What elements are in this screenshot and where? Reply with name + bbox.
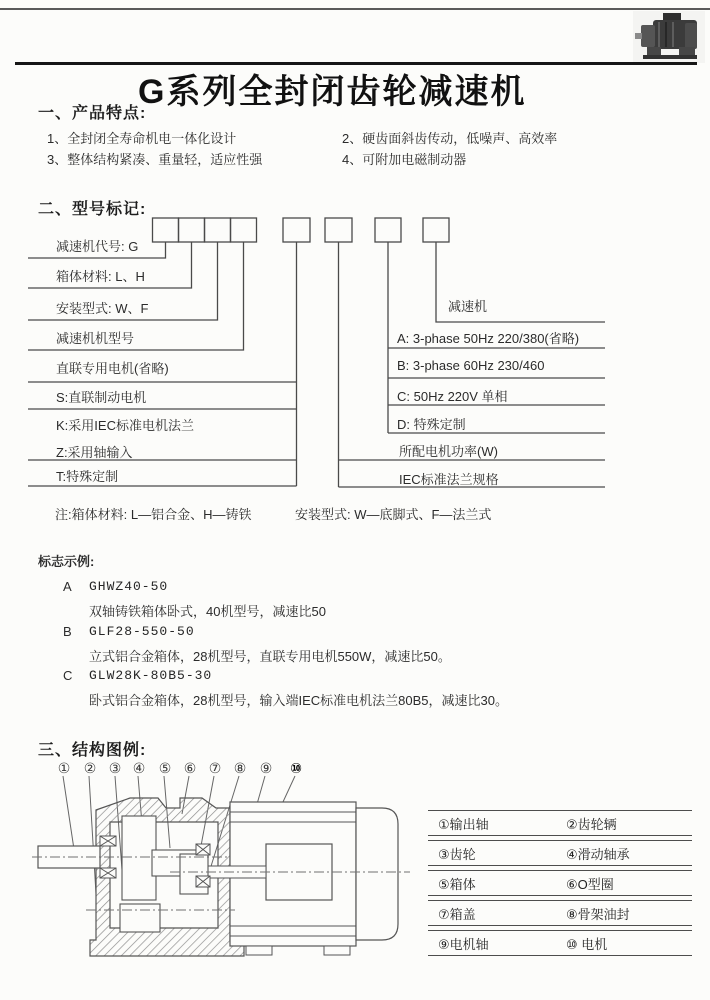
page-top-border bbox=[0, 8, 710, 10]
model-left-label-special: T:特殊定制 bbox=[56, 469, 119, 484]
callout-4: ④ bbox=[132, 760, 146, 776]
model-right-label-power: 所配电机功率(W) bbox=[399, 444, 498, 459]
feature-item-4: 4、可附加电磁制动器 bbox=[342, 152, 467, 167]
cross-section-drawing bbox=[30, 758, 420, 973]
model-left-label-code: 减速机代号: G bbox=[56, 239, 139, 254]
feature-item-2: 2、硬齿面斜齿传动，低噪声、高效率 bbox=[342, 131, 558, 146]
parts-row-5 bbox=[428, 930, 692, 956]
example-a-desc: 双轴铸铁箱体卧式，40机型号，减速比50 bbox=[89, 604, 326, 619]
callout-9: ⑨ bbox=[259, 760, 273, 776]
model-right-label-voltage-b: B: 3-phase 60Hz 230/460 bbox=[397, 358, 545, 373]
structure-heading: 三、结构图例: bbox=[38, 742, 147, 759]
examples-heading: 标志示例: bbox=[38, 554, 95, 569]
model-left-label-brake-motor: S:直联制动电机 bbox=[56, 390, 147, 405]
part-6: ⑥O型圈 bbox=[566, 876, 614, 892]
page-title: G系列全封闭齿轮减速机 bbox=[138, 73, 527, 111]
callout-5: ⑤ bbox=[158, 760, 172, 776]
model-left-label-shaft-input: Z:采用轴输入 bbox=[56, 445, 133, 460]
parts-row-3 bbox=[428, 870, 692, 896]
callout-2: ② bbox=[83, 760, 97, 776]
feature-item-3: 3、整体结构紧凑、重量轻，适应性强 bbox=[47, 152, 263, 167]
example-b-desc: 立式铝合金箱体，28机型号，直联专用电机550W，减速比50。 bbox=[89, 649, 451, 664]
parts-row-2 bbox=[428, 840, 692, 866]
model-note-mounting: 安装型式: W—底脚式、F—法兰式 bbox=[295, 507, 492, 522]
callout-1: ① bbox=[57, 760, 71, 776]
model-right-label-voltage-a: A: 3-phase 50Hz 220/380(省略) bbox=[397, 331, 580, 346]
parts-row-4 bbox=[428, 900, 692, 926]
part-9: ⑨电机轴 bbox=[438, 936, 489, 952]
model-right-label-iec-spec: IEC标准法兰规格 bbox=[399, 472, 499, 487]
part-2: ②齿轮辆 bbox=[566, 816, 617, 832]
part-4: ④滑动轴承 bbox=[566, 846, 630, 862]
callout-7: ⑦ bbox=[208, 760, 222, 776]
model-note-housing: 注:箱体材料: L—铝合金、H—铸铁 bbox=[55, 507, 252, 522]
feature-item-1: 1、全封闭全寿命机电一体化设计 bbox=[47, 131, 237, 146]
example-c-desc: 卧式铝合金箱体，28机型号，输入端IEC标准电机法兰80B5，减速比30。 bbox=[89, 693, 508, 708]
model-left-label-iec-flange: K:采用IEC标准电机法兰 bbox=[56, 418, 194, 433]
features-heading: 一、产品特点: bbox=[38, 105, 147, 122]
example-a-code: GHWZ40-50 bbox=[89, 579, 169, 594]
parts-row-1 bbox=[428, 810, 692, 836]
model-left-label-mounting: 安装型式: W、F bbox=[56, 301, 149, 316]
model-right-label-voltage-d: D: 特殊定制 bbox=[397, 417, 466, 432]
example-b-code: GLF28-550-50 bbox=[89, 624, 195, 639]
part-1: ①输出轴 bbox=[438, 816, 489, 832]
example-c-code: GLW28K-80B5-30 bbox=[89, 668, 213, 683]
part-7: ⑦箱盖 bbox=[438, 906, 476, 922]
parts-table bbox=[428, 810, 692, 960]
model-left-label-housing: 箱体材料: L、H bbox=[56, 269, 145, 284]
example-a-key: A bbox=[63, 579, 72, 594]
model-left-label-frame-size: 减速机机型号 bbox=[56, 331, 135, 346]
callout-8: ⑧ bbox=[233, 760, 247, 776]
example-b-key: B bbox=[63, 624, 72, 639]
part-10: ⑩ 电机 bbox=[566, 936, 608, 952]
model-left-label-direct-motor: 直联专用电机(省略) bbox=[56, 361, 169, 376]
model-right-label-reducer: 减速机 bbox=[448, 299, 488, 314]
callout-3: ③ bbox=[108, 760, 122, 776]
product-photo-icon bbox=[633, 11, 705, 63]
model-right-label-voltage-c: C: 50Hz 220V 单相 bbox=[397, 389, 508, 404]
part-5: ⑤箱体 bbox=[438, 876, 476, 892]
part-3: ③齿轮 bbox=[438, 846, 476, 862]
model-heading: 二、型号标记: bbox=[38, 201, 147, 218]
part-8: ⑧骨架油封 bbox=[566, 906, 630, 922]
example-c-key: C bbox=[63, 668, 73, 683]
callout-10: ⑩ bbox=[290, 760, 302, 776]
callout-6: ⑥ bbox=[183, 760, 197, 776]
